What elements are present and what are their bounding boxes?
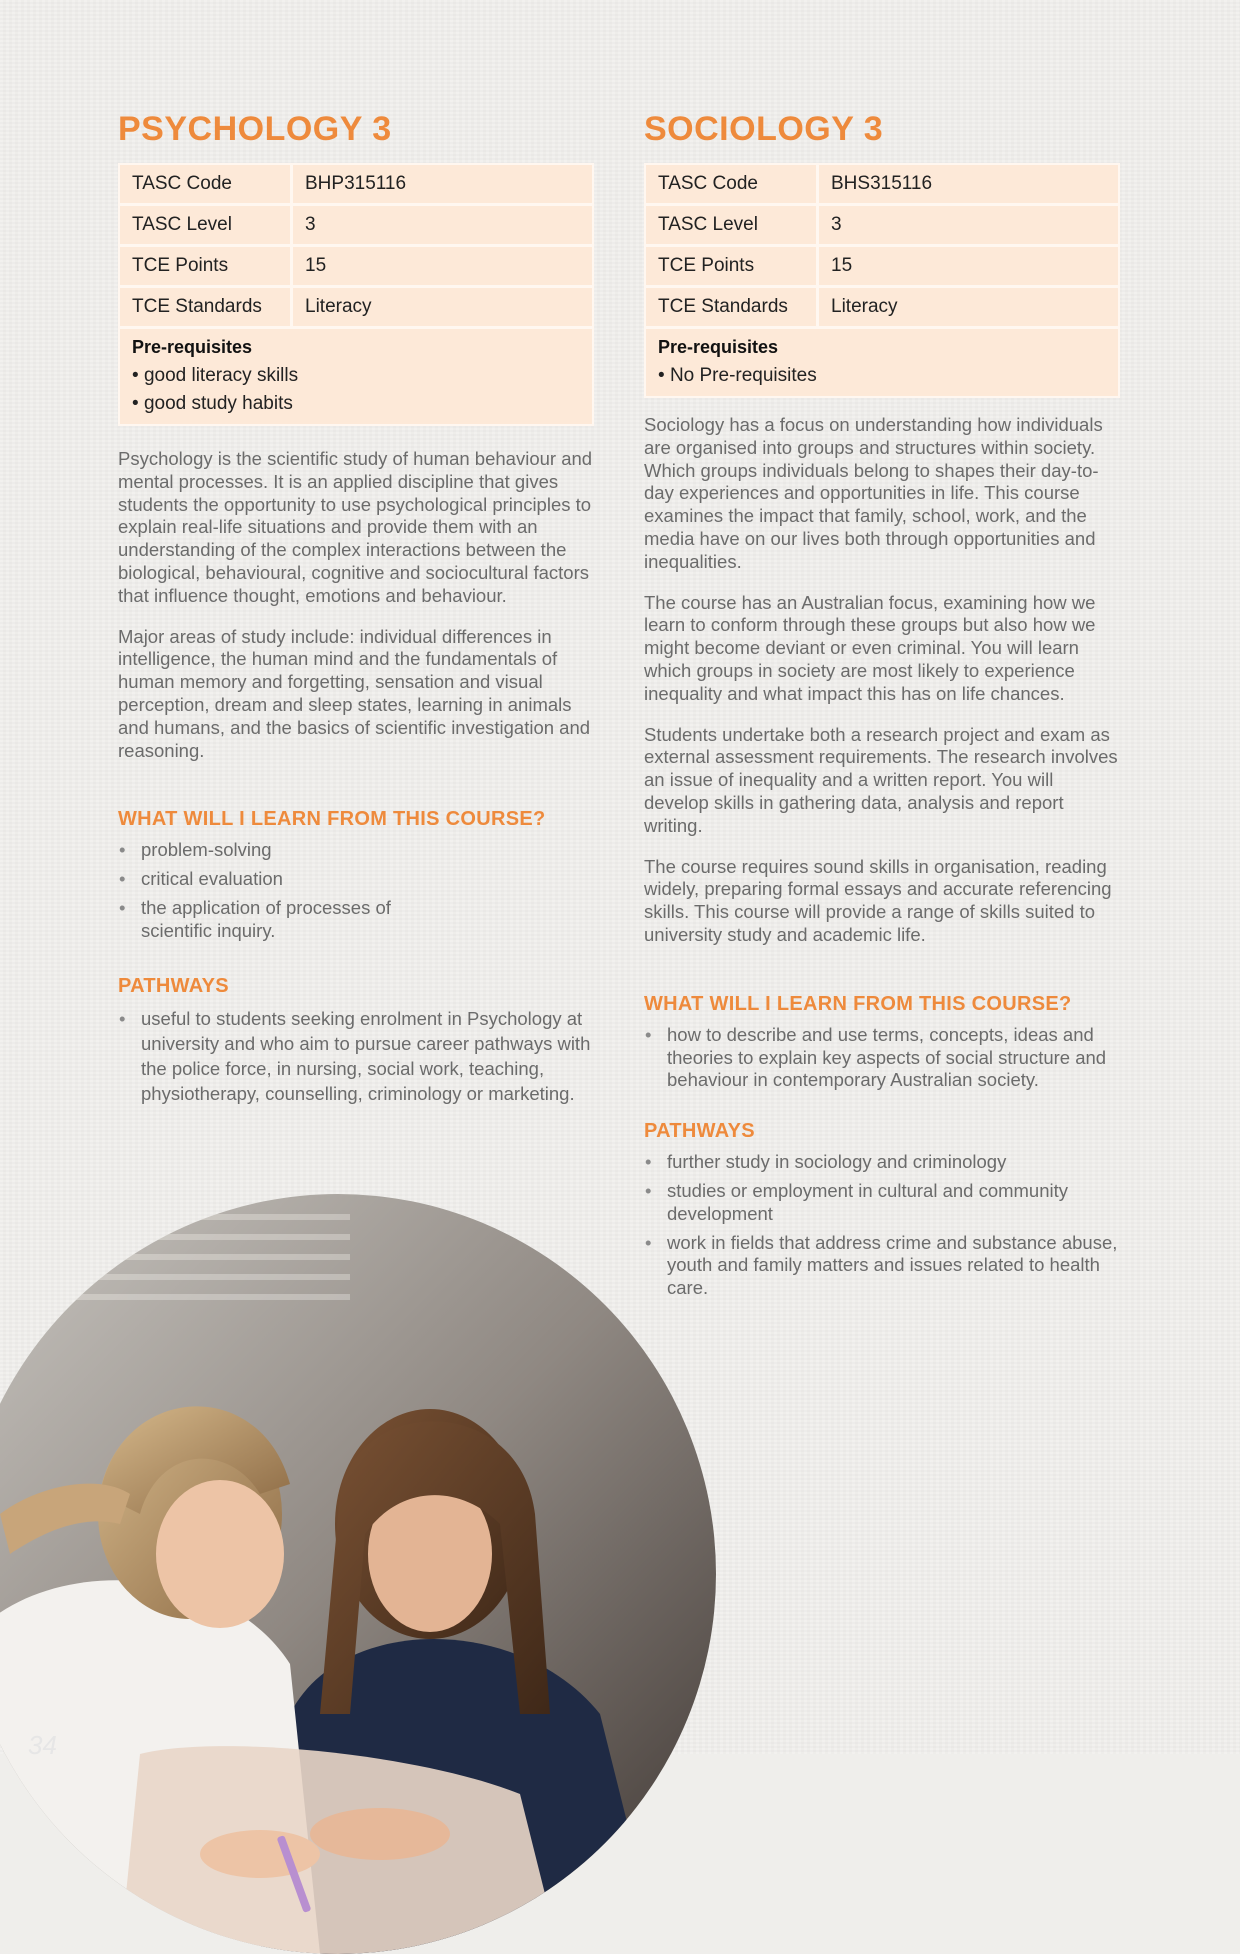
course-info-table xyxy=(644,163,1120,398)
course-title: PSYCHOLOGY 3 xyxy=(118,110,392,148)
tce-points-value: 15 xyxy=(819,247,1118,288)
prereq-list xyxy=(132,362,580,418)
tasc-code-label: TASC Code xyxy=(120,165,293,206)
list-item: • further study in sociology and criminology xyxy=(644,1151,1122,1174)
table-row xyxy=(120,288,592,329)
course-title: SOCIOLOGY 3 xyxy=(644,110,884,148)
prereq-item: • No Pre-requisites xyxy=(658,362,1106,390)
table-row xyxy=(120,206,592,247)
table-row xyxy=(646,206,1118,247)
tce-points-value: 15 xyxy=(293,247,592,288)
prereq-list xyxy=(658,362,1106,390)
tce-points-label: TCE Points xyxy=(120,247,293,288)
tasc-level-value: 3 xyxy=(819,206,1118,247)
tce-points-label: TCE Points xyxy=(646,247,819,288)
prereq-cell xyxy=(646,329,1118,396)
students-photo-illustration xyxy=(0,1194,716,1954)
list-item: • studies or employment in cultural and community development xyxy=(644,1180,1122,1226)
intro-paragraph: Sociology has a focus on understanding how individuals are organised into groups and structures within society. Which groups individuals belong to shapes their day-to-day experiences and opportunities in life. This course examines the impact that family, school, work, and the media have on our lives both through opportunities and inequalities. xyxy=(644,414,1103,572)
page-number: 34 xyxy=(28,1730,57,1760)
learn-list xyxy=(118,839,596,942)
skills-paragraph: The course requires sound skills in organisation, reading widely, preparing formal essays and accurate referencing skills. This course will provide a range of skills suited to university study and academic life. xyxy=(644,855,1112,945)
focus-paragraph: The course has an Australian focus, examining how we learn to conform through these groups but also how we might become deviant or even criminal. You will learn which groups in society are most likely to experience inequality and what impact this has on life chances. xyxy=(644,591,1096,704)
prereq-item: • good literacy skills xyxy=(132,362,580,390)
prereq-cell xyxy=(120,329,592,424)
prereq-heading: Pre-requisites xyxy=(132,337,253,357)
pathways-list xyxy=(118,1006,596,1106)
pathways-list xyxy=(644,1151,1122,1300)
table-row xyxy=(120,165,592,206)
study-areas-paragraph: Major areas of study include: individual differences in intelligence, the human mind and the fundamentals of human memory and forgetting, sensation and visual perception, dream and sleep states, learning in animals and humans, and the basics of scientific investigation and reasoning. xyxy=(118,625,591,761)
intro-paragraph: Psychology is the scientific study of human behaviour and mental processes. It is an applied discipline that gives students the opportunity to use psychological principles to explain real-life situations and provide them with an understanding of the complex interactions between the biological, behavioural, cognitive and sociocultural factors that influence thought, emotions and behaviour. xyxy=(118,448,593,606)
tasc-level-label: TASC Level xyxy=(646,206,819,247)
tasc-code-value: BHS315116 xyxy=(819,165,1118,206)
tce-standards-label: TCE Standards xyxy=(646,288,819,329)
assessment-paragraph: Students undertake both a research project and exam as external assessment requirements. The research involves an issue of inequality and a written report. You will develop skills in gathering data, analysis and report writing. xyxy=(644,723,1118,836)
tce-standards-value: Literacy xyxy=(819,288,1118,329)
course-info-table xyxy=(118,163,594,426)
tasc-code-value: BHP315116 xyxy=(293,165,592,206)
tce-standards-label: TCE Standards xyxy=(120,288,293,329)
tasc-level-label: TASC Level xyxy=(120,206,293,247)
table-row xyxy=(646,165,1118,206)
list-item: • critical evaluation xyxy=(118,868,596,891)
prereq-row xyxy=(120,329,592,424)
list-item: • work in fields that address crime and substance abuse, youth and family matters and issues related to health care. xyxy=(644,1232,1122,1300)
learn-heading: WHAT WILL I LEARN FROM THIS COURSE? xyxy=(644,992,1072,1015)
pathways-heading: PATHWAYS xyxy=(644,1120,755,1143)
students-photo xyxy=(0,1194,716,1954)
list-item: • problem-solving xyxy=(118,839,596,862)
sociology-column xyxy=(644,110,1122,1306)
list-item: • useful to students seeking enrolment in Psychology at university and who aim to pursue career pathways with the police force, in nursing, social work, teaching, physiotherapy, counselling, criminology or marketing. xyxy=(118,1006,596,1106)
learn-list xyxy=(644,1024,1122,1092)
table-row xyxy=(646,288,1118,329)
list-item: • the application of processes of scientific inquiry. xyxy=(118,897,596,943)
psychology-column xyxy=(118,110,596,1106)
table-row xyxy=(646,247,1118,288)
tasc-level-value: 3 xyxy=(293,206,592,247)
pathways-heading: PATHWAYS xyxy=(118,974,229,997)
prereq-row xyxy=(646,329,1118,396)
table-row xyxy=(120,247,592,288)
tasc-code-label: TASC Code xyxy=(646,165,819,206)
tce-standards-value: Literacy xyxy=(293,288,592,329)
learn-heading: WHAT WILL I LEARN FROM THIS COURSE? xyxy=(118,808,546,831)
prereq-item: • good study habits xyxy=(132,390,580,418)
prereq-heading: Pre-requisites xyxy=(658,337,779,357)
list-item: • how to describe and use terms, concepts, ideas and theories to explain key aspects of social structure and behaviour in contemporary Australian society. xyxy=(644,1024,1122,1092)
